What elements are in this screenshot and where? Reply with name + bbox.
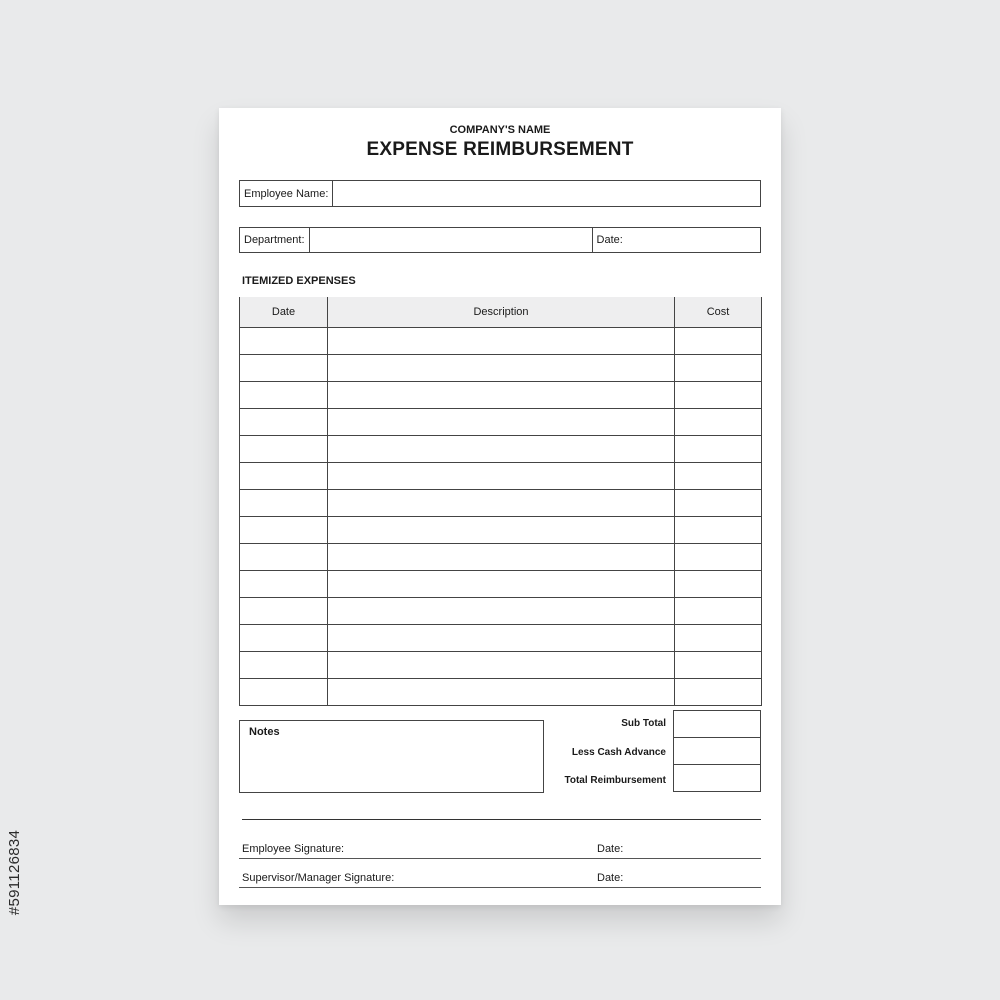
date-label: Date: [596, 234, 623, 246]
expense-row [240, 355, 762, 382]
row-date-cell[interactable] [240, 652, 328, 679]
row-description-cell[interactable] [328, 571, 675, 598]
row-date-cell[interactable] [240, 490, 328, 517]
row-description-cell[interactable] [328, 436, 675, 463]
row-cost-cell[interactable] [675, 355, 762, 382]
sub-total-label: Sub Total [621, 718, 666, 729]
column-header-description: Description [328, 297, 675, 328]
expense-row [240, 328, 762, 355]
expense-row [240, 409, 762, 436]
row-date-cell[interactable] [240, 544, 328, 571]
department-row [239, 227, 761, 253]
date-field[interactable] [627, 228, 760, 252]
department-field[interactable] [310, 228, 593, 252]
row-cost-cell[interactable] [675, 490, 762, 517]
employee-signature-line[interactable] [239, 858, 761, 859]
row-description-cell[interactable] [328, 625, 675, 652]
row-cost-cell[interactable] [675, 436, 762, 463]
row-date-cell[interactable] [240, 463, 328, 490]
row-cost-cell[interactable] [675, 382, 762, 409]
row-date-cell[interactable] [240, 625, 328, 652]
row-description-cell[interactable] [328, 382, 675, 409]
row-cost-cell[interactable] [675, 679, 762, 706]
row-cost-cell[interactable] [675, 571, 762, 598]
expense-row [240, 382, 762, 409]
company-name: COMPANY'S NAME [449, 124, 551, 136]
row-cost-cell[interactable] [675, 625, 762, 652]
expense-row [240, 463, 762, 490]
row-date-cell[interactable] [240, 409, 328, 436]
expenses-table [239, 297, 762, 706]
supervisor-signature-line[interactable] [239, 887, 761, 888]
row-description-cell[interactable] [328, 679, 675, 706]
expense-row [240, 679, 762, 706]
row-description-cell[interactable] [328, 328, 675, 355]
row-date-cell[interactable] [240, 679, 328, 706]
itemized-expenses-heading: ITEMIZED EXPENSES [242, 275, 356, 287]
form-sheet [219, 108, 781, 905]
row-cost-cell[interactable] [675, 598, 762, 625]
total-reimbursement-label: Total Reimbursement [564, 775, 666, 786]
row-date-cell[interactable] [240, 355, 328, 382]
divider [242, 819, 761, 820]
row-cost-cell[interactable] [675, 409, 762, 436]
row-description-cell[interactable] [328, 409, 675, 436]
column-header-date: Date [240, 297, 328, 328]
row-description-cell[interactable] [328, 355, 675, 382]
notes-label: Notes [249, 726, 280, 738]
row-cost-cell[interactable] [675, 517, 762, 544]
employee-name-field[interactable] [333, 181, 760, 206]
row-cost-cell[interactable] [675, 328, 762, 355]
row-description-cell[interactable] [328, 490, 675, 517]
row-date-cell[interactable] [240, 436, 328, 463]
supervisor-signature-label: Supervisor/Manager Signature: [242, 872, 395, 884]
row-date-cell[interactable] [240, 517, 328, 544]
column-header-cost: Cost [675, 297, 762, 328]
expense-row [240, 436, 762, 463]
expenses-body [240, 328, 762, 706]
less-cash-advance-field[interactable] [674, 738, 761, 765]
row-description-cell[interactable] [328, 652, 675, 679]
employee-signature-date-label: Date: [597, 843, 624, 855]
row-description-cell[interactable] [328, 544, 675, 571]
form-title: EXPENSE REIMBURSEMENT [366, 139, 634, 160]
row-cost-cell[interactable] [675, 463, 762, 490]
row-cost-cell[interactable] [675, 544, 762, 571]
employee-name-label: Employee Name: [240, 181, 333, 206]
side-id-text: #591126834 [6, 829, 24, 916]
row-description-cell[interactable] [328, 598, 675, 625]
expense-row [240, 571, 762, 598]
department-label: Department: [240, 228, 310, 252]
row-cost-cell[interactable] [675, 652, 762, 679]
row-date-cell[interactable] [240, 571, 328, 598]
row-description-cell[interactable] [328, 517, 675, 544]
row-date-cell[interactable] [240, 382, 328, 409]
row-date-cell[interactable] [240, 328, 328, 355]
totals-table [673, 710, 761, 792]
less-cash-advance-label: Less Cash Advance [571, 747, 666, 758]
supervisor-signature-date-label: Date: [597, 872, 624, 884]
row-date-cell[interactable] [240, 598, 328, 625]
row-description-cell[interactable] [328, 463, 675, 490]
sub-total-field[interactable] [674, 711, 761, 738]
expense-row [240, 544, 762, 571]
total-reimbursement-field[interactable] [674, 765, 761, 792]
expense-row [240, 598, 762, 625]
side-id [2, 765, 28, 980]
expense-row [240, 625, 762, 652]
notes-box[interactable] [239, 720, 544, 793]
expenses-header-row [240, 297, 762, 328]
expense-row [240, 517, 762, 544]
employee-signature-label: Employee Signature: [242, 843, 345, 855]
employee-name-row [239, 180, 761, 207]
expense-row [240, 652, 762, 679]
expense-row [240, 490, 762, 517]
